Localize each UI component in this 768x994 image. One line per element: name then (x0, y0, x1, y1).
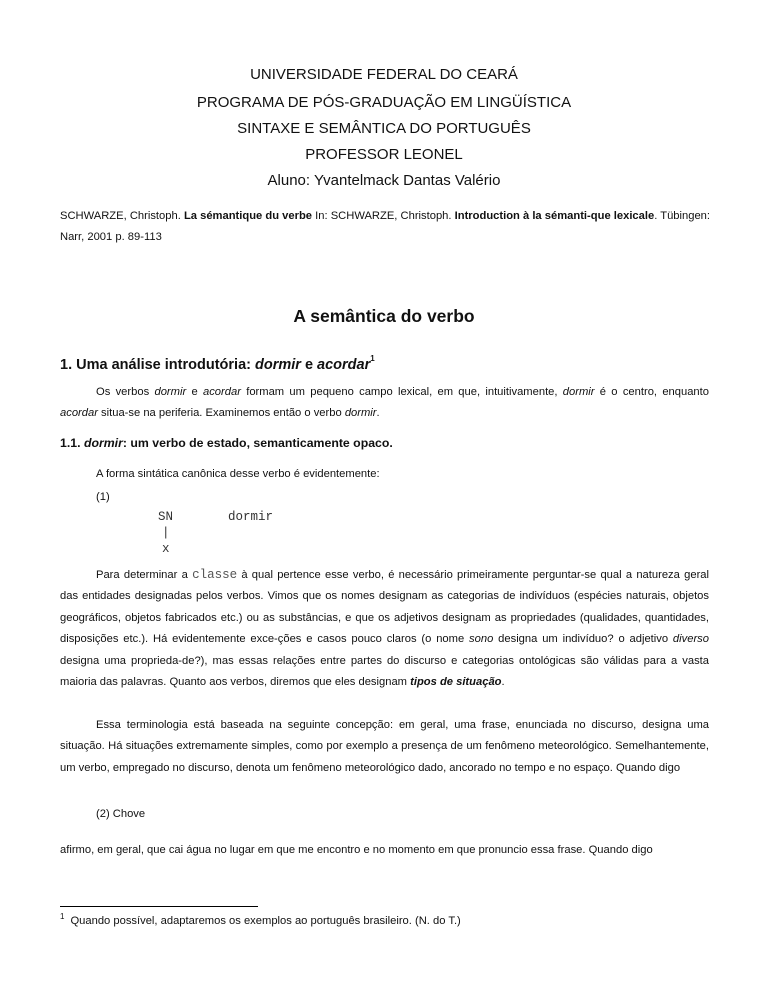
header-professor: PROFESSOR LEONEL (305, 146, 463, 163)
footnote (60, 912, 461, 927)
section-1-word-acordar: acordar (317, 357, 371, 373)
ref-author: SCHWARZE, Christoph. (60, 210, 184, 222)
paragraph-3: Para determinar a classe à qual pertence esse verbo, é necessário primeiramente perguntar-se qual a natureza geral das entidades designadas pelos verbos. Vimos que os nomes designam as categorias de indivíduos (espécies naturais, objetos geográficos, objetos fabricados etc.) ou as substâncias, e que os adjetivos designam as propriedades (qualidades, quantidades, disposições etc.). Há evidentemente exce-ções e casos pouco claros (o nome sono designa um indivíduo? o adjetivo diverso designa uma proprieda-de?), mas essas relações entre partes do discurso e categorias ontológicas são válidas para a vasta maioria das palavras. Quanto aos verbos, diremos que eles designam tipos de situação. (60, 568, 709, 689)
section-1-prefix: 1. Uma análise introdutória: (60, 357, 255, 373)
header-student: Aluno: Yvantelmack Dantas Valério (267, 172, 501, 189)
footnote-divider (60, 906, 258, 907)
paragraph-2: A forma sintática canônica desse verbo é evidentemente: (96, 468, 380, 480)
ref-publisher: . Tübingen: Narr, 2001 p. 89-113 (60, 210, 710, 243)
footnote-number: 1 (60, 912, 65, 921)
section-1-heading (60, 354, 375, 373)
footnote-text: Quando possível, adaptaremos os exemplos ao português brasileiro. (N. do T.) (70, 915, 461, 927)
footnote-ref[interactable]: 1 (370, 354, 375, 363)
header-program: PROGRAMA DE PÓS-GRADUAÇÃO EM LINGÜÍSTICA (196, 94, 572, 111)
example-1-verb: dormir (228, 510, 274, 524)
example-1-number: (1) (96, 491, 110, 503)
section-1-1-heading (60, 436, 393, 450)
paragraph-4: Essa terminologia está baseada na seguinte concepção: em geral, uma frase, enunciada no discurso, designa uma situação. Há situações extremamente simples, como por exemplo a presença de um fenômeno meteorológico. Semelhantemente, um verbo, empregado no discurso, denota um fenômeno meteorológico dado, ancorado no tempo e no espaço. Quando digo (60, 719, 709, 774)
section-1-word-dormir: dormir (255, 357, 301, 373)
example-2: (2) Chove (96, 808, 146, 820)
section-1-1-prefix: 1.1. (60, 436, 84, 450)
ref-chapter-title: La sémantique du verbe (183, 210, 313, 222)
paragraph-5: afirmo, em geral, que cai água no lugar em que me encontro e no momento em que pronuncio essa frase. Quando digo (60, 844, 653, 856)
example-1-sn: SN (158, 510, 174, 524)
ref-in: In: SCHWARZE, Christoph. (312, 210, 455, 222)
section-1-1-word: dormir (83, 436, 123, 450)
header-course: SINTAXE E SEMÂNTICA DO PORTUGUÊS (237, 120, 531, 137)
section-1-1-rest: : um verbo de estado, semanticamente opaco. (122, 436, 393, 450)
bibliographic-reference (60, 206, 710, 248)
document-title: A semântica do verbo (293, 306, 475, 326)
term-classe: classe (192, 568, 238, 582)
paragraph-1: Os verbos dormir e acordar formam um pequeno campo lexical, em que, intuitivamente, dormir é o centro, enquanto acordar situa-se na periferia. Examinemos então o verbo dormir. (60, 386, 709, 420)
example-1-bar: | (162, 526, 170, 540)
section-1-and: e (300, 357, 318, 373)
ref-book-title: Introduction à la sémanti-que lexicale (454, 210, 655, 222)
term-tipos-de-situacao: tipos de situação (410, 676, 502, 689)
example-1-x: x (162, 542, 170, 556)
header-university: UNIVERSIDADE FEDERAL DO CEARÁ (250, 66, 518, 83)
